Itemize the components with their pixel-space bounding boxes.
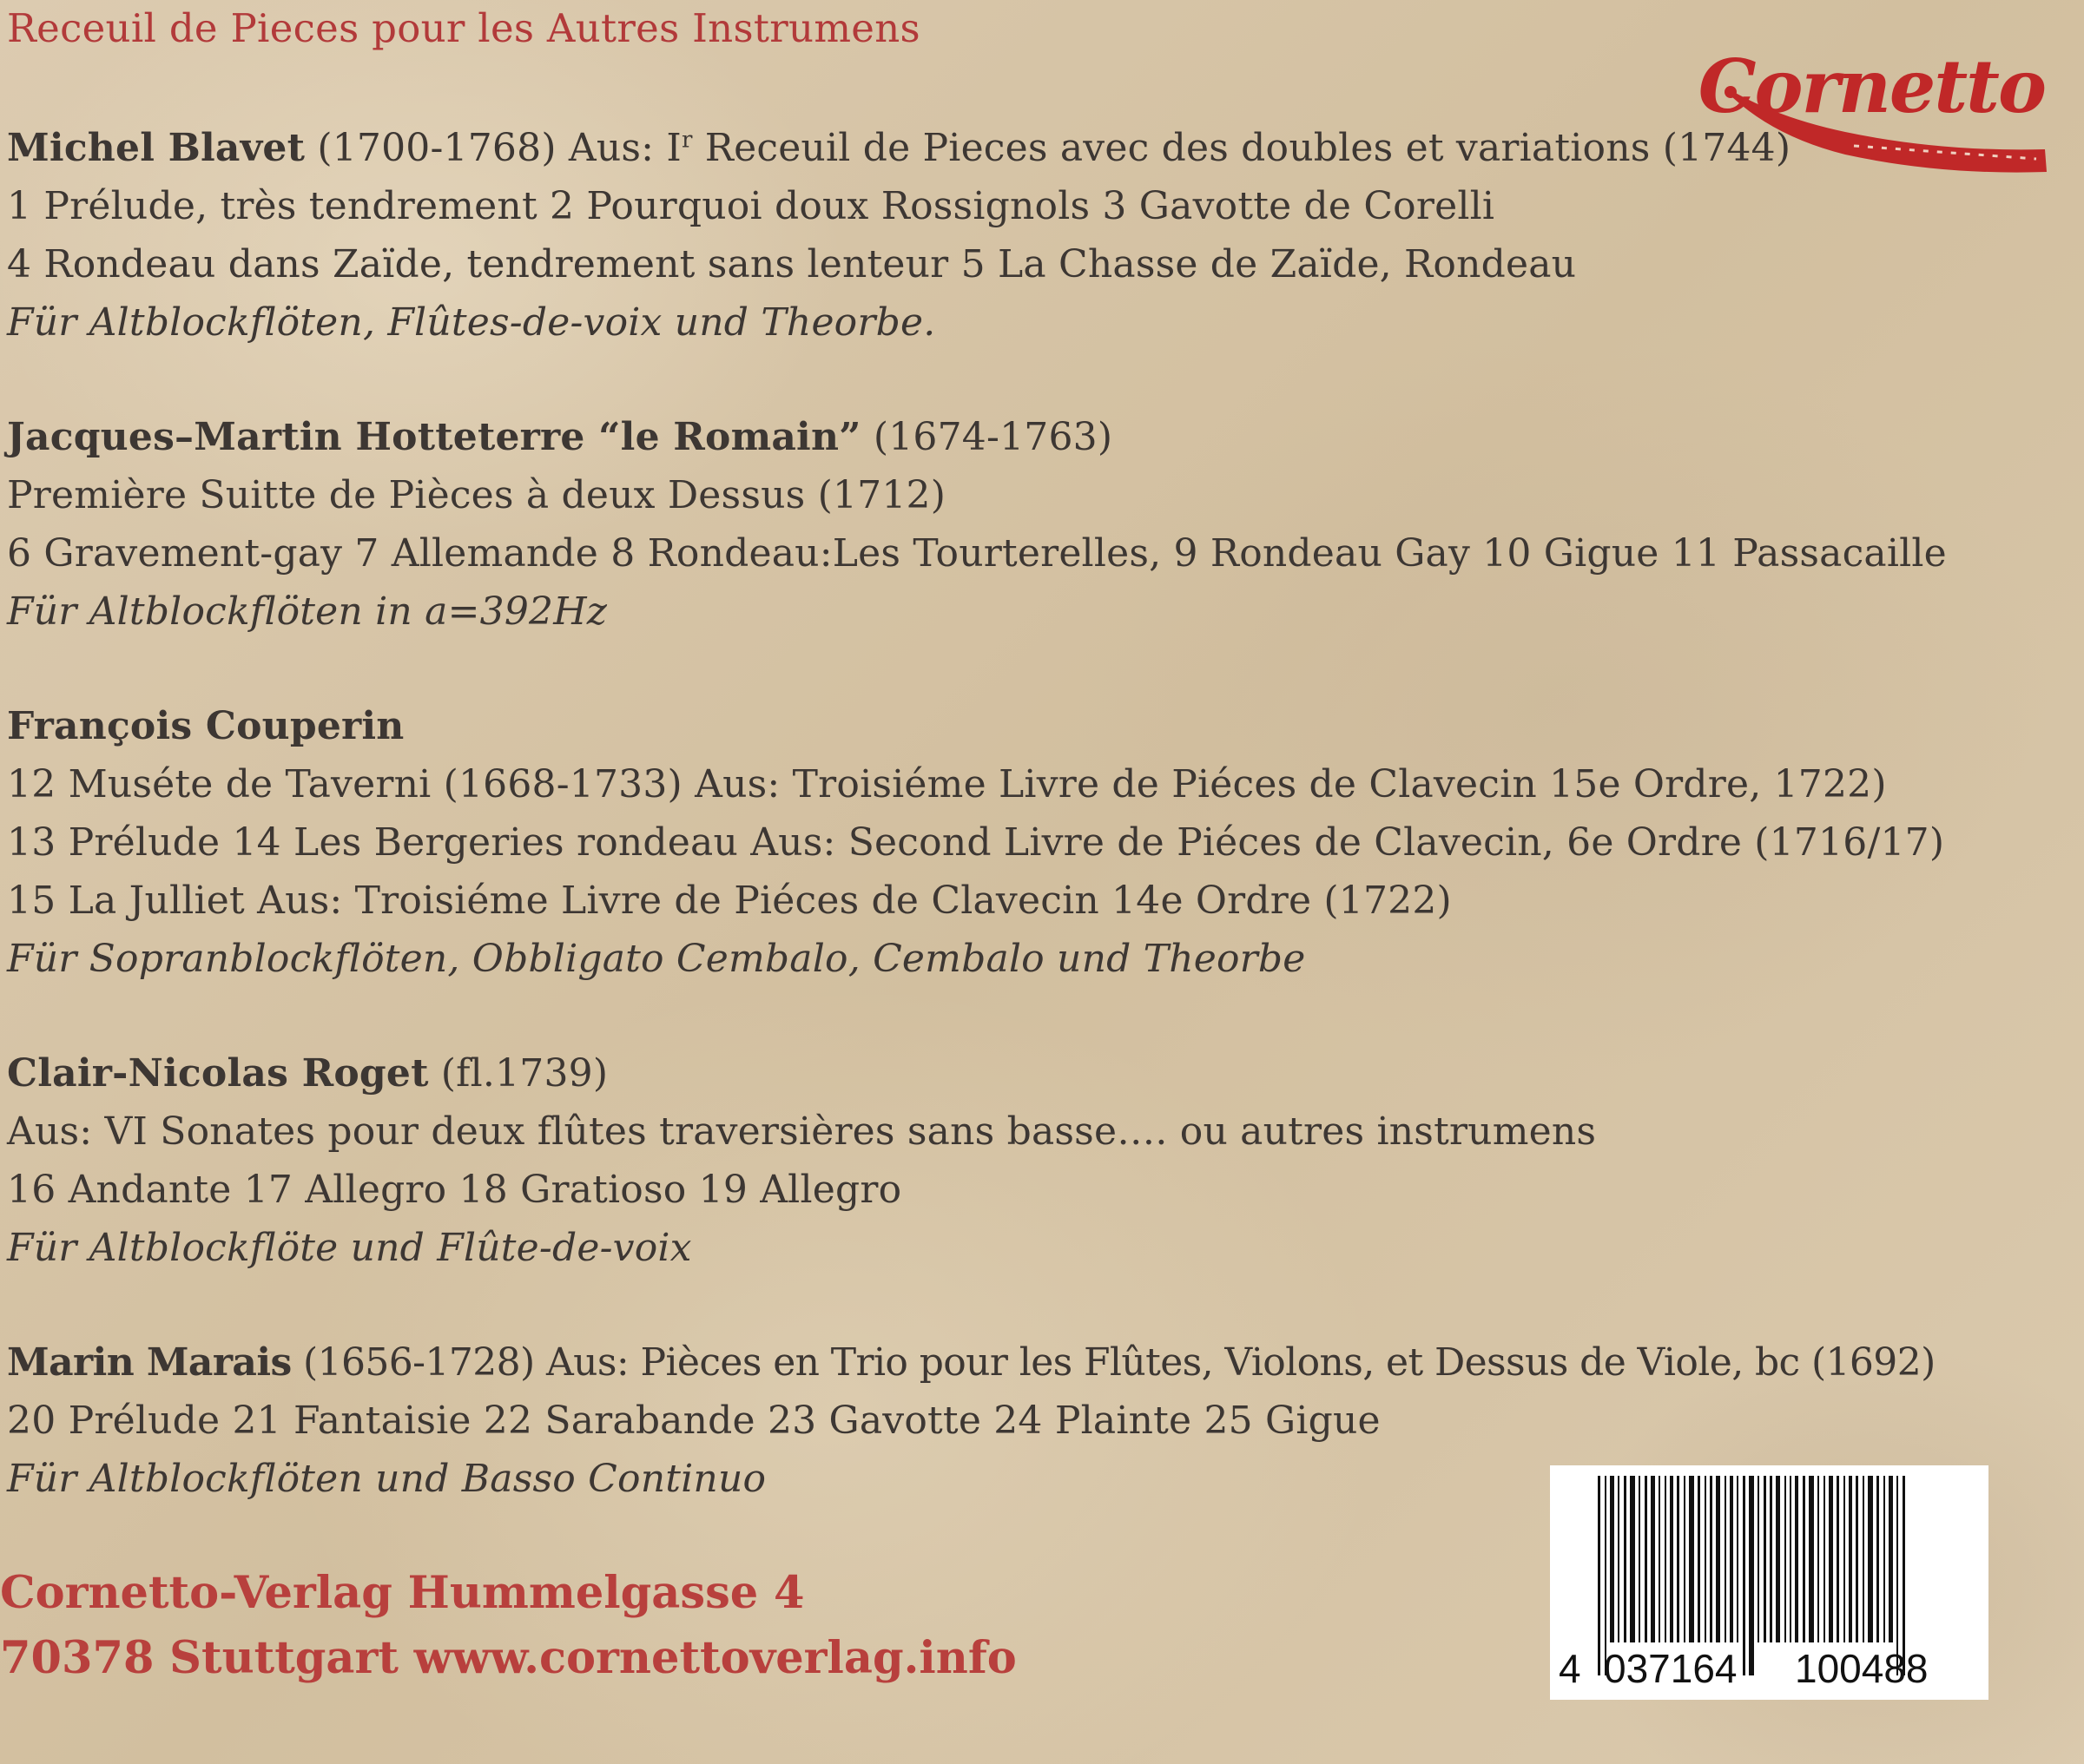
composer-name: Michel Blavet	[7, 126, 306, 170]
composer-name: François Couperin	[7, 704, 405, 748]
barcode-bar	[1856, 1476, 1858, 1642]
barcode-bar	[1737, 1476, 1738, 1642]
composer-name: Marin Marais	[7, 1340, 292, 1385]
barcode	[1550, 1465, 1988, 1700]
composer-line	[7, 1051, 608, 1096]
barcode-bar	[1677, 1476, 1679, 1642]
barcode-bar	[1837, 1476, 1839, 1642]
instrumentation: Für Sopranblockflöten, Obbligato Cembalo, Cembalo und Theorbe	[7, 937, 1306, 981]
barcode-bar	[1829, 1476, 1833, 1642]
barcode-bar	[1610, 1476, 1614, 1642]
barcode-bar	[1764, 1476, 1766, 1642]
barcode-bar	[1889, 1476, 1893, 1642]
barcode-bar	[1876, 1476, 1879, 1642]
track-line: 12 Muséte de Taverni (1668-1733) Aus: Troisiéme Livre de Piéces de Clavecin 15e Ordre, 1722)	[7, 762, 1887, 806]
barcode-digit-first: 4	[1559, 1646, 1581, 1691]
track-line: 16 Andante 17 Allegro 18 Gratioso 19 Allegro	[7, 1168, 902, 1212]
barcode-bar	[1670, 1476, 1673, 1642]
instrumentation: Für Altblockflöten in a=392Hz	[7, 589, 608, 634]
barcode-bar	[1883, 1476, 1885, 1642]
logo-wordmark: Cornetto	[1698, 43, 2045, 129]
barcode-numbers	[1550, 1645, 1988, 1693]
barcode-bar	[1795, 1476, 1798, 1642]
barcode-bar	[1863, 1476, 1864, 1642]
instrumentation: Für Altblockflöte und Flûte-de-voix	[7, 1226, 692, 1270]
composer-details: (1674-1763)	[861, 415, 1113, 459]
composer-line	[7, 415, 1112, 459]
publisher-name-address: Cornetto-Verlag Hummelgasse 4	[0, 1567, 805, 1619]
barcode-bar	[1624, 1476, 1626, 1642]
track-line: 20 Prélude 21 Fantaisie 22 Sarabande 23 Gavotte 24 Plainte 25 Gigue	[7, 1399, 1381, 1443]
barcode-bar	[1770, 1476, 1772, 1642]
composer-details-rest: Receuil de Pieces avec des doubles et variations (1744)	[692, 126, 1791, 170]
barcode-bar	[1843, 1476, 1845, 1642]
header-title: Receuil de Pieces pour les Autres Instrumens	[7, 5, 920, 51]
composer-details: (1700-1768) Aus: I	[305, 126, 682, 170]
composer-line	[7, 1340, 1936, 1385]
barcode-bar	[1639, 1476, 1640, 1642]
composer-details: (1656-1728) Aus: Pièces en Trio pour les Flûtes, Violons, et Dessus de Viole, bc (1692)	[291, 1340, 1936, 1385]
barcode-bar	[1849, 1476, 1852, 1642]
barcode-bar	[1817, 1476, 1819, 1642]
barcode-bar	[1803, 1476, 1805, 1642]
barcode-bar	[1645, 1476, 1647, 1642]
barcode-bar	[1809, 1476, 1814, 1642]
barcode-bar	[1665, 1476, 1666, 1642]
barcode-bar	[1651, 1476, 1655, 1642]
barcode-bar	[1618, 1476, 1619, 1642]
publisher-city-website: 70378 Stuttgart www.cornettoverlag.info	[0, 1632, 1017, 1684]
track-line: Première Suitte de Pièces à deux Dessus (1712)	[7, 473, 946, 517]
barcode-bar	[1776, 1476, 1780, 1642]
track-line: 13 Prélude 14 Les Bergeries rondeau Aus: Second Livre de Piéces de Clavecin, 6e Ordre (1716/17)	[7, 820, 1945, 865]
barcode-bar	[1689, 1476, 1694, 1642]
composer-name: Clair-Nicolas Roget	[7, 1051, 429, 1096]
barcode-bar	[1730, 1476, 1733, 1642]
composer-line	[7, 126, 1791, 170]
barcode-bar	[1684, 1476, 1685, 1642]
barcode-group-left: 037164	[1604, 1646, 1738, 1691]
track-line: Aus: VI Sonates pour deux flûtes traversières sans basse…. ou autres instrumens	[7, 1109, 1597, 1154]
instrumentation: Für Altblockflöten und Basso Continuo	[7, 1457, 767, 1501]
barcode-bar	[1705, 1476, 1706, 1642]
barcode-bar	[1716, 1476, 1720, 1642]
track-line: 4 Rondeau dans Zaïde, tendrement sans lenteur 5 La Chasse de Zaïde, Rondeau	[7, 242, 1577, 286]
barcode-bar	[1659, 1476, 1660, 1642]
composer-name: Jacques–Martin Hotteterre “le Romain”	[7, 415, 861, 459]
barcode-bar	[1630, 1476, 1635, 1642]
barcode-bar	[1725, 1476, 1726, 1642]
barcode-bar	[1868, 1476, 1873, 1642]
barcode-group-right: 100488	[1795, 1646, 1929, 1691]
composer-line	[7, 704, 405, 748]
instrumentation: Für Altblockflöten, Flûtes-de-voix und Theorbe.	[7, 300, 936, 345]
barcode-bar	[1758, 1476, 1759, 1642]
superscript: r	[681, 127, 693, 154]
track-line: 6 Gravement-gay 7 Allemande 8 Rondeau:Les Tourterelles, 9 Rondeau Gay 10 Gigue 11 Passacaille	[7, 531, 1947, 576]
barcode-bar	[1698, 1476, 1700, 1642]
barcode-bar	[1710, 1476, 1712, 1642]
barcode-bar	[1790, 1476, 1791, 1642]
barcode-bar	[1824, 1476, 1825, 1642]
composer-details: (fl.1739)	[428, 1051, 609, 1096]
track-line: 15 La Julliet Aus: Troisiéme Livre de Piéces de Clavecin 14e Ordre (1722)	[7, 879, 1452, 923]
track-line: 1 Prélude, très tendrement 2 Pourquoi doux Rossignols 3 Gavotte de Corelli	[7, 184, 1495, 228]
barcode-bar	[1784, 1476, 1786, 1642]
